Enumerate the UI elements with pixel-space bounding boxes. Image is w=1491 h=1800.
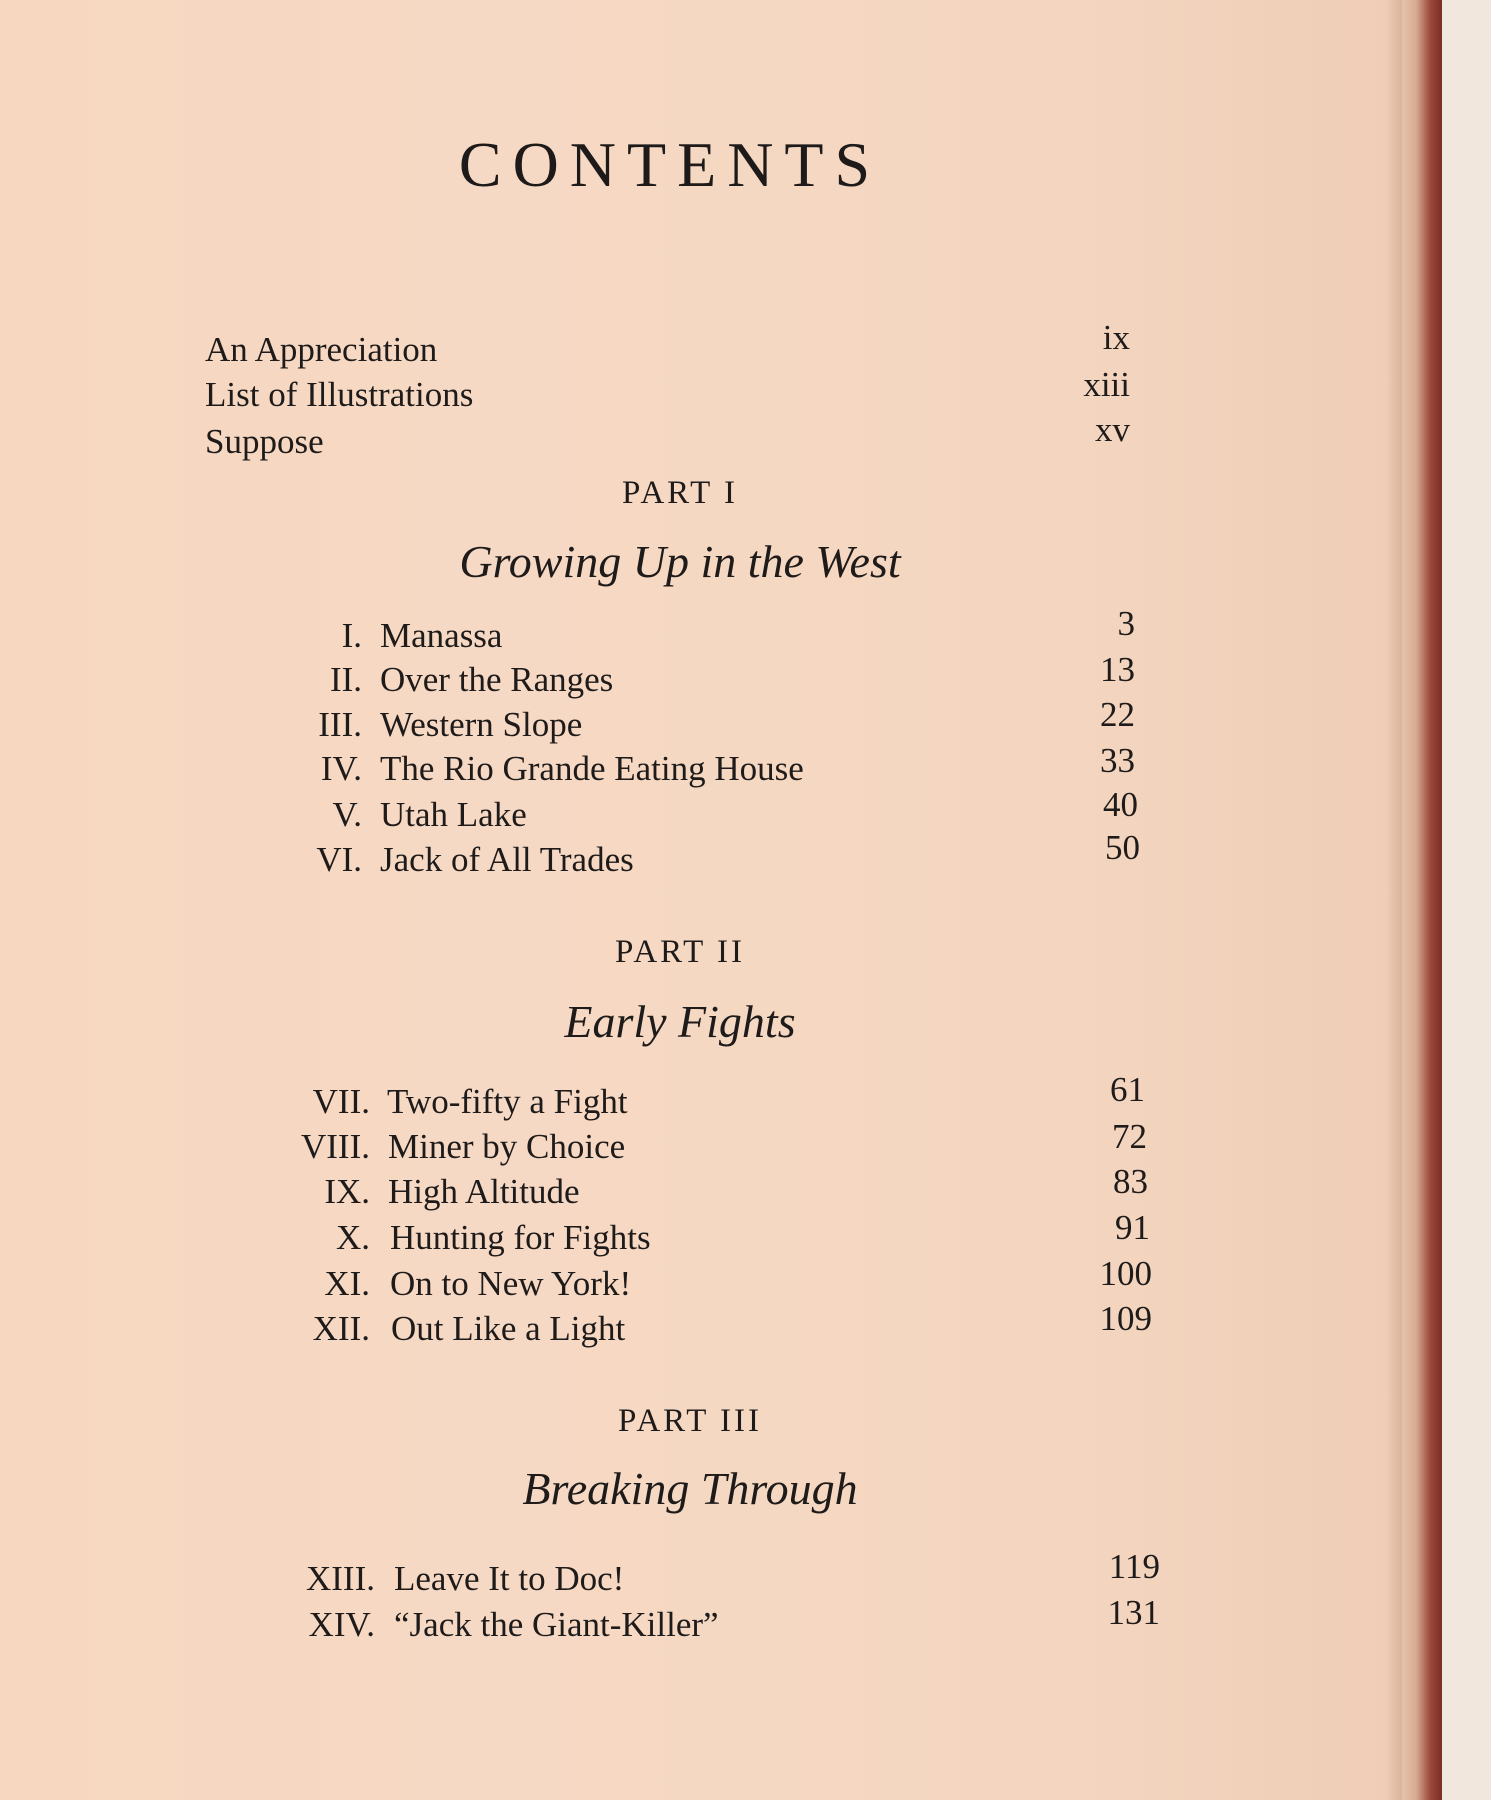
chapter-numeral: I. xyxy=(341,616,362,655)
chapter-title: Manassa xyxy=(380,616,503,655)
chapter-title: Miner by Choice xyxy=(388,1127,626,1166)
page-number: 109 xyxy=(1099,1299,1152,1338)
chapter-title: Western Slope xyxy=(380,705,583,744)
chapter-entry xyxy=(0,1208,1400,1260)
page-number: 3 xyxy=(1117,604,1135,643)
chapter-numeral: XIII. xyxy=(306,1559,375,1598)
chapter-title: Jack of All Trades xyxy=(380,840,634,879)
chapter-numeral: III. xyxy=(318,705,362,744)
chapter-title: “Jack the Giant-Killer” xyxy=(394,1605,719,1644)
page-number: 100 xyxy=(1099,1254,1152,1293)
chapter-entry xyxy=(0,741,1400,791)
chapter-entry xyxy=(0,1070,1400,1124)
chapter-title: Over the Ranges xyxy=(380,660,614,699)
chapter-entry xyxy=(0,1299,1400,1351)
chapter-entry xyxy=(0,650,1400,702)
page-number: 13 xyxy=(1100,650,1135,689)
page-number: xiii xyxy=(1083,365,1130,404)
page-number: 119 xyxy=(1108,1547,1160,1586)
chapter-entry xyxy=(0,1117,1400,1169)
chapter-numeral: X. xyxy=(335,1218,370,1257)
chapter-numeral: VI. xyxy=(316,840,362,879)
chapter-numeral: II. xyxy=(329,660,362,699)
chapter-entry xyxy=(0,828,1400,882)
page-number: 72 xyxy=(1112,1117,1147,1156)
page-number: ix xyxy=(1102,318,1130,357)
chapter-entry xyxy=(0,1593,1400,1647)
part-title: Growing Up in the West xyxy=(459,536,901,587)
page-number: 91 xyxy=(1115,1208,1150,1247)
part-title: Breaking Through xyxy=(522,1463,858,1514)
chapter-title: Out Like a Light xyxy=(391,1309,626,1348)
chapter-title: Hunting for Fights xyxy=(390,1218,651,1257)
chapter-entry xyxy=(0,604,1400,658)
chapter-title: Leave It to Doc! xyxy=(394,1559,625,1598)
chapter-numeral: XII. xyxy=(312,1309,370,1348)
front-matter-entry xyxy=(0,318,1400,372)
page-number: 40 xyxy=(1103,785,1138,824)
chapter-numeral: IX. xyxy=(324,1172,370,1211)
chapter-entry xyxy=(0,1547,1400,1601)
chapter-numeral: IV. xyxy=(320,749,362,788)
page-number: 83 xyxy=(1113,1162,1148,1201)
chapter-title: Utah Lake xyxy=(380,795,527,834)
chapter-entry xyxy=(0,695,1400,747)
contents-heading: CONTENTS xyxy=(458,129,882,200)
page-number: 50 xyxy=(1105,828,1140,867)
book-cover-edge xyxy=(1402,0,1442,1800)
chapter-title: On to New York! xyxy=(390,1264,632,1303)
chapter-entry xyxy=(0,785,1400,837)
chapter-title: Two-fifty a Fight xyxy=(387,1082,628,1121)
front-matter-title: An Appreciation xyxy=(205,330,438,369)
chapter-numeral: VII. xyxy=(312,1082,370,1121)
front-matter-entry xyxy=(0,365,1400,417)
front-matter-entry xyxy=(0,410,1400,464)
chapter-entry xyxy=(0,1162,1400,1214)
chapter-title: High Altitude xyxy=(388,1172,580,1211)
page-number: 33 xyxy=(1100,741,1135,780)
page-number: 61 xyxy=(1110,1070,1145,1109)
chapter-numeral: XI. xyxy=(324,1264,370,1303)
page-number: xv xyxy=(1095,410,1130,449)
backdrop xyxy=(1442,0,1491,1800)
part-label: PART III xyxy=(618,1403,762,1439)
chapter-entry xyxy=(0,1254,1400,1306)
front-matter-title: Suppose xyxy=(205,422,324,461)
part-label: PART II xyxy=(615,934,745,970)
page-edge-shadow xyxy=(1386,0,1402,1800)
chapter-title: The Rio Grande Eating House xyxy=(380,749,804,788)
chapter-numeral: VIII. xyxy=(301,1127,370,1166)
page-number: 131 xyxy=(1107,1593,1160,1632)
page-number: 22 xyxy=(1100,695,1135,734)
part-label: PART I xyxy=(622,475,738,511)
part-title: Early Fights xyxy=(564,996,796,1047)
front-matter-title: List of Illustrations xyxy=(205,375,474,414)
chapter-numeral: V. xyxy=(332,795,362,834)
chapter-numeral: XIV. xyxy=(308,1605,375,1644)
